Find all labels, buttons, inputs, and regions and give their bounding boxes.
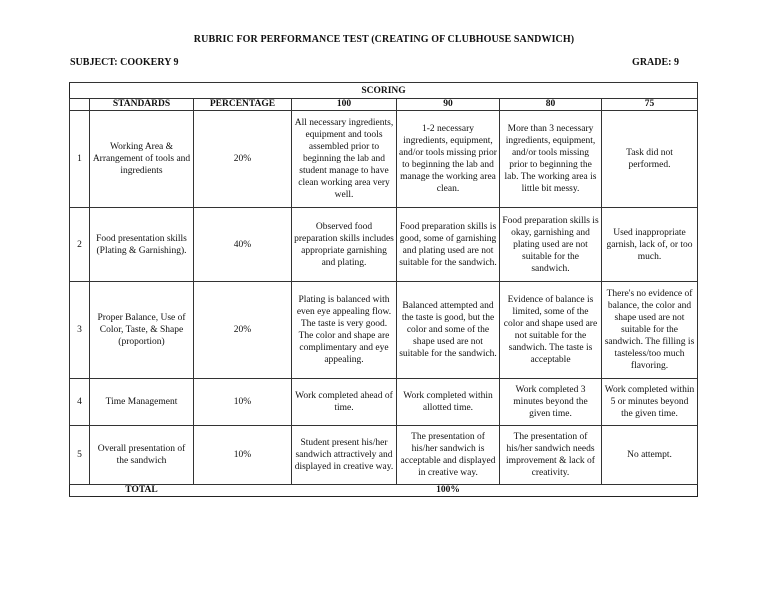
score-80-cell: The presentation of his/her sandwich needs improvement & lack of creativity. [500,426,602,485]
col-header-100: 100 [292,99,397,111]
score-80-cell: Work completed 3 minutes beyond the given time. [500,379,602,426]
score-80-cell: More than 3 necessary ingredients, equipment, and/or tools missing prior to beginning the lab. The working area is little bit messy. [500,111,602,208]
score-100-cell: All necessary ingredients, equipment and tools assembled prior to beginning the lab and student manage to have clean working area very well. [292,111,397,208]
standard-cell: Working Area & Arrangement of tools and ingredients [90,111,194,208]
standard-cell: Time Management [90,379,194,426]
row-number: 3 [70,282,90,379]
percentage-cell: 10% [194,379,292,426]
table-row [70,426,698,485]
table-row [70,379,698,426]
col-header-standards: STANDARDS [90,99,194,111]
total-value: 100% [397,485,500,497]
table-row [70,208,698,282]
row-number: 1 [70,111,90,208]
column-header-row [70,99,698,111]
standard-cell: Overall presentation of the sandwich [90,426,194,485]
score-100-cell: Observed food preparation skills includes appropriate garnishing and plating. [292,208,397,282]
col-header-75: 75 [602,99,698,111]
col-header-90: 90 [397,99,500,111]
score-75-cell: No attempt. [602,426,698,485]
total-label: TOTAL [90,485,194,497]
row-number: 2 [70,208,90,282]
number-header [70,99,90,111]
total-spacer [292,485,397,497]
percentage-cell: 20% [194,111,292,208]
percentage-cell: 10% [194,426,292,485]
total-spacer [602,485,698,497]
score-100-cell: Plating is balanced with even eye appealing flow. The taste is very good. The color and shape are complimentary and eye appealing. [292,282,397,379]
scoring-header-row [70,83,698,99]
score-100-cell: Work completed ahead of time. [292,379,397,426]
total-spacer [70,485,90,497]
rubric-title: RUBRIC FOR PERFORMANCE TEST (CREATING OF CLUBHOUSE SANDWICH) [193,34,575,45]
score-75-cell: Task did not performed. [602,111,698,208]
score-80-cell: Food preparation skills is okay, garnishing and plating used are not suitable for the sandwich. [500,208,602,282]
table-row [70,111,698,208]
row-number: 5 [70,426,90,485]
percentage-cell: 40% [194,208,292,282]
subject-label: SUBJECT: COOKERY 9 [70,57,179,68]
score-75-cell: Work completed within 5 or minutes beyond the given time. [602,379,698,426]
standard-cell: Proper Balance, Use of Color, Taste, & Shape (proportion) [90,282,194,379]
score-90-cell: Work completed within allotted time. [397,379,500,426]
score-90-cell: Balanced attempted and the taste is good, but the color and some of the shape used are not suitable for the sandwich. [397,282,500,379]
percentage-cell: 20% [194,282,292,379]
rubric-table [69,82,698,497]
col-header-80: 80 [500,99,602,111]
score-90-cell: 1-2 necessary ingredients, equipment, and/or tools missing prior to beginning the lab and manage the working area clean. [397,111,500,208]
score-75-cell: There's no evidence of balance, the color and shape used are not suitable for the sandwich. The filling is tasteless/too much flavoring. [602,282,698,379]
score-75-cell: Used inappropriate garnish, lack of, or too much. [602,208,698,282]
score-100-cell: Student present his/her sandwich attractively and displayed in creative way. [292,426,397,485]
score-90-cell: The presentation of his/her sandwich is acceptable and displayed in creative way. [397,426,500,485]
grade-label: GRADE: 9 [632,57,679,68]
total-row [70,485,698,497]
row-number: 4 [70,379,90,426]
total-spacer [500,485,602,497]
standard-cell: Food presentation skills (Plating & Garnishing). [90,208,194,282]
score-80-cell: Evidence of balance is limited, some of the color and shape used are not suitable for the sandwich. The taste is acceptable [500,282,602,379]
total-spacer [194,485,292,497]
scoring-header: SCORING [70,83,698,99]
col-header-percentage: PERCENTAGE [194,99,292,111]
score-90-cell: Food preparation skills is good, some of garnishing and plating used are not suitable for the sandwich. [397,208,500,282]
table-row [70,282,698,379]
